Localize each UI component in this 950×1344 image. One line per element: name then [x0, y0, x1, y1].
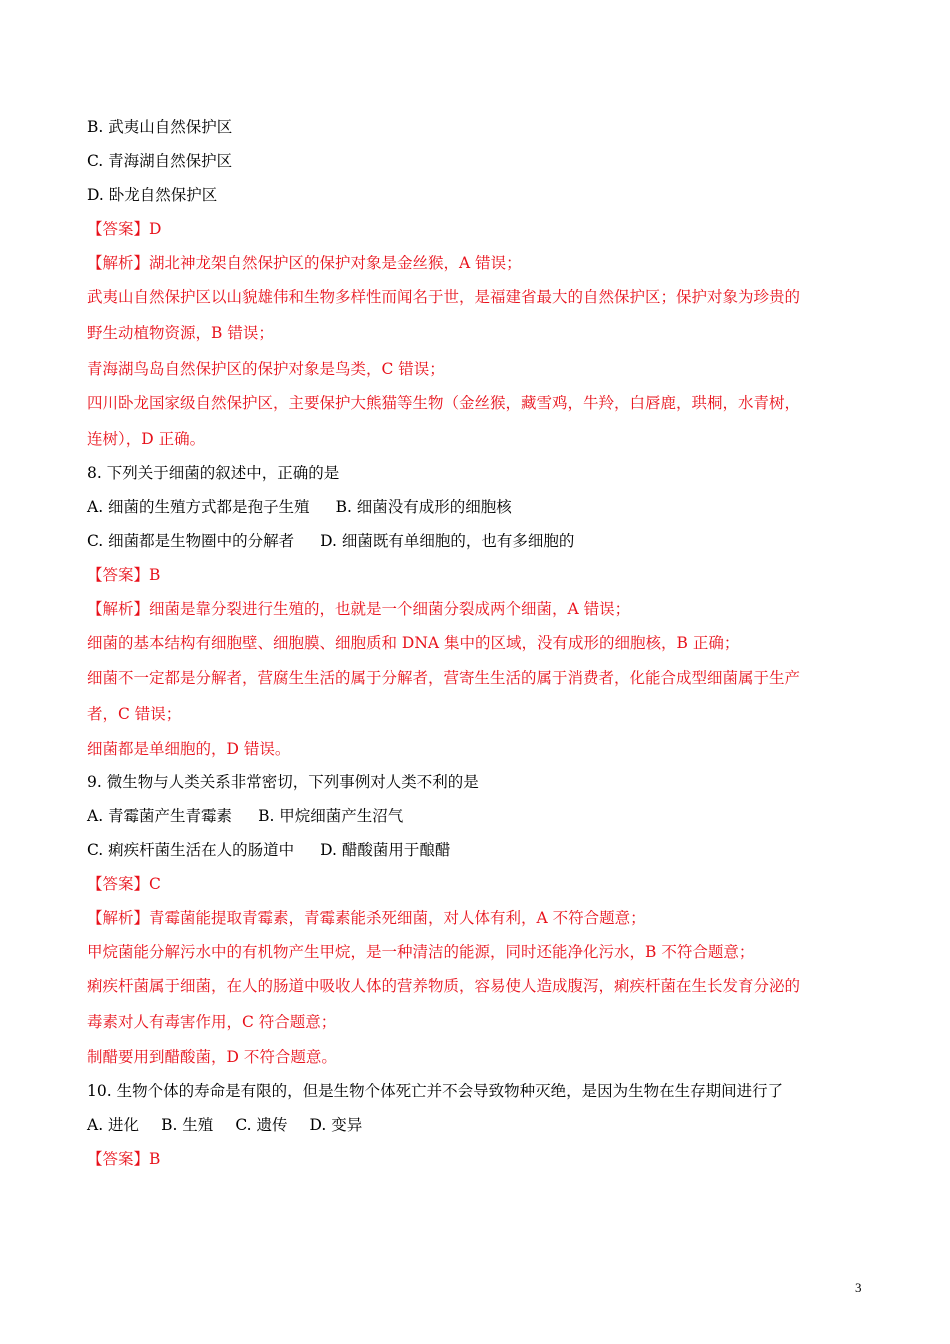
q7-analysis-line: 武夷山自然保护区以山貌雄伟和生物多样性而闻名于世，是福建省最大的自然保护区；保护对象为珍贵的 [87, 288, 801, 306]
q9-stem: 9. 微生物与人类关系非常密切，下列事例对人类不利的是 [87, 773, 479, 791]
q10-answer [87, 1149, 160, 1169]
q9-analysis-line: 甲烷菌能分解污水中的有机物产生甲烷，是一种清洁的能源，同时还能净化污水，B 不符合题意； [87, 943, 755, 961]
q8-option-d: D. 细菌既有单细胞的，也有多细胞的 [320, 532, 575, 550]
q7-option-d: D. 卧龙自然保护区 [87, 186, 218, 204]
q8-option-b: B. 细菌没有成形的细胞核 [335, 498, 512, 516]
analysis-text: 青霉菌能提取青霉素，青霉素能杀死细菌，对人体有利，A 不符合题意； [149, 909, 646, 927]
q7-analysis-line: 连树），D 正确。 [87, 430, 206, 448]
q9-answer [87, 874, 161, 894]
q7-analysis-line [87, 253, 522, 273]
q10-stem: 10. 生物个体的寿命是有限的，但是生物个体死亡并不会导致物种灭绝，是因为生物在生存期间进行了 [87, 1082, 784, 1100]
q8-option-a: A. 细菌的生殖方式都是孢子生殖 [87, 498, 310, 516]
analysis-tag: 【解析】 [87, 600, 150, 618]
q9-analysis-line: 制醋要用到醋酸菌，D 不符合题意。 [87, 1048, 337, 1066]
q9-options-row-2 [87, 840, 450, 860]
answer-tag: 【答案】 [87, 1150, 150, 1168]
answer-tag: 【答案】 [87, 220, 150, 238]
q8-analysis-line: 者，C 错误； [87, 705, 182, 723]
q9-analysis-line: 痢疾杆菌属于细菌，在人的肠道中吸收人体的营养物质，容易使人造成腹泻，痢疾杆菌在生长发育分泌的 [87, 977, 801, 995]
answer-value: C [149, 875, 161, 893]
q8-analysis-line [87, 599, 630, 619]
q7-option-c: C. 青海湖自然保护区 [87, 152, 233, 170]
q8-analysis-line: 细菌的基本结构有细胞壁、细胞膜、细胞质和 DNA 集中的区域，没有成形的细胞核，B 正确； [87, 634, 740, 652]
q10-option-b: B. 生殖 [161, 1116, 214, 1134]
answer-value: B [149, 1150, 161, 1168]
q9-analysis-line [87, 908, 646, 928]
q7-analysis-line: 野生动植物资源，B 错误； [87, 324, 274, 342]
analysis-text: 湖北神龙架自然保护区的保护对象是金丝猴，A 错误； [149, 254, 522, 272]
q8-stem: 8. 下列关于细菌的叙述中，正确的是 [87, 464, 340, 482]
q10-option-d: D. 变异 [309, 1116, 363, 1134]
q10-option-c: C. 遗传 [235, 1116, 288, 1134]
analysis-tag: 【解析】 [87, 909, 150, 927]
answer-value: B [149, 566, 161, 584]
q8-options-row-2 [87, 531, 574, 551]
q7-answer [87, 219, 161, 239]
q9-option-b: B. 甲烷细菌产生沼气 [258, 807, 404, 825]
q10-options-row [87, 1115, 362, 1135]
q9-option-d: D. 醋酸菌用于酿醋 [320, 841, 451, 859]
page-number: 3 [855, 1280, 862, 1295]
q8-options-row-1 [87, 497, 512, 517]
q8-analysis-line: 细菌都是单细胞的，D 错误。 [87, 740, 291, 758]
q9-analysis-line: 毒素对人有毒害作用，C 符合题意； [87, 1013, 337, 1031]
q8-analysis-line: 细菌不一定都是分解者，营腐生生活的属于分解者，营寄生生活的属于消费者，化能合成型细菌属于生产 [87, 669, 801, 687]
q9-option-a: A. 青霉菌产生青霉素 [87, 807, 233, 825]
q7-analysis-line: 四川卧龙国家级自然保护区，主要保护大熊猫等生物（金丝猴，藏雪鸡，牛羚，白唇鹿，珙桐，水青树， [87, 394, 801, 412]
answer-tag: 【答案】 [87, 875, 150, 893]
analysis-tag: 【解析】 [87, 254, 150, 272]
q9-option-c: C. 痢疾杆菌生活在人的肠道中 [87, 841, 295, 859]
answer-value: D [149, 220, 162, 238]
q7-option-b: B. 武夷山自然保护区 [87, 118, 233, 136]
q8-option-c: C. 细菌都是生物圈中的分解者 [87, 532, 295, 550]
q10-option-a: A. 进化 [87, 1116, 140, 1134]
answer-tag: 【答案】 [87, 566, 150, 584]
q7-analysis-line: 青海湖鸟岛自然保护区的保护对象是鸟类，C 错误； [87, 360, 445, 378]
analysis-text: 细菌是靠分裂进行生殖的，也就是一个细菌分裂成两个细菌，A 错误； [149, 600, 631, 618]
q8-answer [87, 565, 160, 585]
q9-options-row-1 [87, 806, 403, 826]
